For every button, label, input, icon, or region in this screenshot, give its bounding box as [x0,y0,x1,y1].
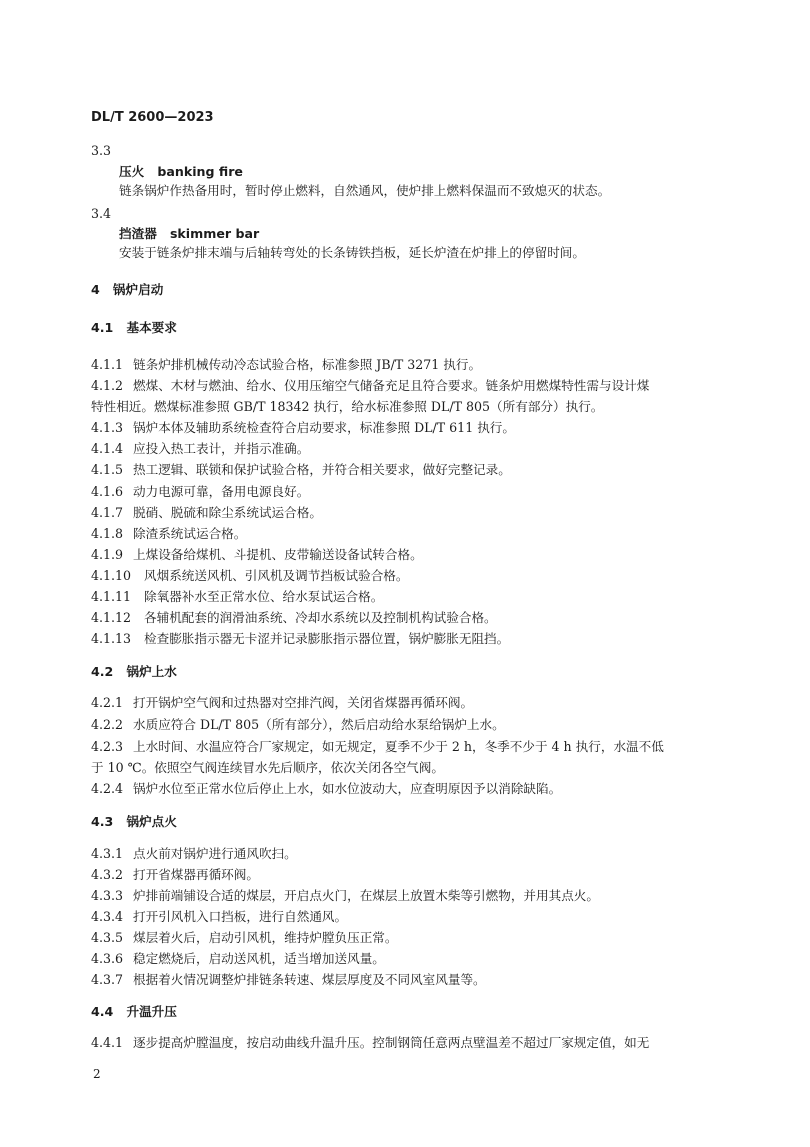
subsection-heading [91,320,177,336]
clause: 4.1.3 [91,420,124,435]
subsection-title: 基本要求 [126,320,177,335]
clause: 4.1.7 [91,505,124,520]
clause: 4.1.2 [91,378,124,393]
term-en: skimmer bar [169,226,260,241]
clause-text: 于 10 ℃。依照空气阀连续冒水先后顺序，依次关闭各空气阀。 [91,760,444,775]
clause-text: 链条炉排机械传动冷态试验合格，标准参照 JB/T 3271 执行。 [133,357,482,372]
clause-text: 燃煤、木材与燃油、给水、仪用压缩空气储备充足且符合要求。链条炉用燃煤特性需与设计煤 [133,378,650,393]
clause-text: 除渣系统试运合格。 [133,526,247,541]
clause-text: 上煤设备给煤机、斗提机、皮带输送设备试转合格。 [133,547,423,562]
subsection-heading [91,1004,177,1020]
clause-text: 动力电源可靠，备用电源良好。 [133,484,310,499]
clause: 4.1.13 [91,631,132,646]
term-en: banking fire [157,164,243,179]
term-cn: 压火 [119,164,145,179]
subsection-heading [91,814,177,830]
clause-text: 脱硝、脱硫和除尘系统试运合格。 [133,505,322,520]
clause: 4.3.3 [91,888,124,903]
term-number: 3.4 [91,206,112,221]
clause: 4.3.7 [91,972,124,987]
subsection-number: 4.1 [91,320,114,335]
clause: 4.3.1 [91,846,124,861]
subsection-number: 4.2 [91,664,114,679]
clause-text: 上水时间、水温应符合厂家规定，如无规定，夏季不少于 2 h，冬季不少于 4 h 执行，水温不低 [133,739,664,754]
term-definition: 安装于链条炉排末端与后轴转弯处的长条铸铁挡板，延长炉渣在炉排上的停留时间。 [119,245,585,260]
clause-text: 点火前对锅炉进行通风吹扫。 [133,846,297,861]
clause-text: 打开引风机入口挡板，进行自然通风。 [133,909,348,924]
clause-text: 稳定燃烧后，启动送风机，适当增加送风量。 [133,951,385,966]
term-number: 3.3 [91,143,112,158]
subsection-title: 锅炉点火 [126,814,177,829]
clause: 4.1.8 [91,526,124,541]
clause: 4.3.5 [91,930,124,945]
clause-text: 逐步提高炉膛温度，按启动曲线升温升压。控制钢筒任意两点壁温差不超过厂家规定值，如无 [133,1035,650,1050]
clause: 4.1.12 [91,610,132,625]
page-number: 2 [93,1067,101,1081]
clause-text: 水质应符合 DL/T 805（所有部分），然后启动给水泵给锅炉上水。 [133,717,505,732]
clause: 4.3.2 [91,867,124,882]
clause-text: 除氧器补水至正常水位、给水泵试运合格。 [144,589,384,604]
clause: 4.1.6 [91,484,124,499]
clause: 4.1.5 [91,462,124,477]
clause-text: 锅炉本体及辅助系统检查符合启动要求，标准参照 DL/T 611 执行。 [133,420,515,435]
subsection-heading [91,664,177,680]
clause-text: 风烟系统送风机、引风机及调节挡板试验合格。 [144,568,409,583]
clause: 4.1.4 [91,441,124,456]
clause-text: 打开省煤器再循环阀。 [133,867,259,882]
subsection-number: 4.3 [91,814,114,829]
clause-text: 检查膨胀指示器无卡涩并记录膨胀指示器位置，锅炉膨胀无阻挡。 [144,631,510,646]
clause-text: 应投入热工表计，并指示准确。 [133,441,310,456]
term-title [119,164,243,180]
clause-text: 根据着火情况调整炉排链条转速、煤层厚度及不同风室风量等。 [133,972,486,987]
clause: 4.1.11 [91,589,132,604]
doc-code: DL/T 2600—2023 [91,110,214,125]
clause-text: 炉排前端铺设合适的煤层，开启点火门，在煤层上放置木柴等引燃物，并用其点火。 [133,888,599,903]
clause: 4.1.10 [91,568,132,583]
clause-text: 各辅机配套的润滑油系统、冷却水系统以及控制机构试验合格。 [144,610,497,625]
clause: 4.3.4 [91,909,124,924]
clause-text: 锅炉水位至正常水位后停止上水，如水位波动大，应查明原因予以消除缺陷。 [133,781,562,796]
section-number: 4 [91,282,100,297]
section-title: 锅炉启动 [112,282,164,297]
clause: 4.2.4 [91,781,124,796]
term-definition: 链条锅炉作热备用时，暂时停止燃料，自然通风，使炉排上燃料保温而不致熄灭的状态。 [119,183,611,198]
clause-text: 特性相近。燃煤标准参照 GB/T 18342 执行，给水标准参照 DL/T 805（所有部分）执行。 [91,399,604,414]
clause-text: 煤层着火后，启动引风机，维持炉膛负压正常。 [133,930,398,945]
clause: 4.1.9 [91,547,124,562]
clause: 4.3.6 [91,951,124,966]
clause-text: 打开锅炉空气阀和过热器对空排汽阀，关闭省煤器再循环阀。 [133,695,474,710]
subsection-title: 锅炉上水 [126,664,177,679]
term-cn: 挡渣器 [119,226,157,241]
clause: 4.2.2 [91,717,124,732]
clause: 4.1.1 [91,357,124,372]
section-heading [91,282,163,298]
subsection-number: 4.4 [91,1004,114,1019]
clause: 4.4.1 [91,1035,124,1050]
term-title [119,226,259,242]
clause: 4.2.1 [91,695,124,710]
clause: 4.2.3 [91,739,124,754]
clause-text: 热工逻辑、联锁和保护试验合格，并符合相关要求，做好完整记录。 [133,462,511,477]
subsection-title: 升温升压 [126,1004,177,1019]
